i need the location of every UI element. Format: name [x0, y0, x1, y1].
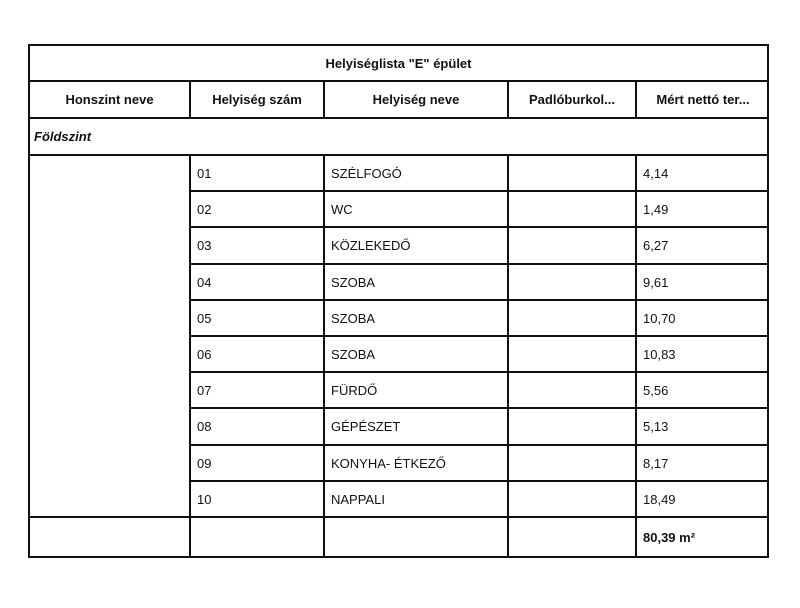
- column-divider: [323, 82, 325, 119]
- header-level-name: Honszint neve: [65, 92, 154, 107]
- net-area-cell: 6,27: [643, 238, 669, 253]
- floor-covering-cell: [509, 337, 635, 371]
- room-name-cell: NAPPALI: [331, 491, 385, 507]
- column-divider: [189, 82, 191, 119]
- table-row: [191, 192, 767, 228]
- room-name-cell: SZÉLFOGÓ: [331, 165, 402, 181]
- column-divider: [189, 156, 191, 556]
- floor-covering-cell: [509, 373, 635, 407]
- net-area-cell: 4,14: [643, 165, 669, 181]
- level-row: [30, 119, 767, 156]
- net-area-cell: 8,17: [643, 455, 669, 471]
- net-area-cell: 1,49: [643, 201, 669, 217]
- header-room-number: Helyiség szám: [212, 92, 302, 107]
- header-floor-covering: Padlóburkol...: [529, 92, 615, 107]
- room-name-cell: WC: [331, 201, 353, 217]
- floor-covering-cell: [509, 192, 635, 226]
- room-name-cell: FÜRDŐ: [331, 382, 378, 398]
- room-name-cell: SZOBA: [331, 346, 376, 362]
- room-number-cell: 04: [197, 274, 212, 290]
- column-divider: [635, 156, 637, 556]
- total-row: [30, 518, 767, 556]
- column-divider: [323, 156, 325, 556]
- floor-covering-cell: [509, 156, 635, 190]
- floor-covering-cell: [509, 265, 635, 299]
- room-name-cell: KÖZLEKEDŐ: [331, 238, 411, 253]
- room-number-cell: 02: [197, 201, 212, 217]
- table-row: [191, 446, 767, 482]
- room-list-table: [28, 44, 769, 558]
- room-number-cell: 01: [197, 165, 212, 181]
- room-number-cell: 08: [197, 419, 212, 434]
- net-area-cell: 18,49: [643, 491, 676, 507]
- net-area-cell: 9,61: [643, 274, 669, 290]
- header-net-area: Mért nettó ter...: [656, 92, 750, 107]
- table-header-row: [30, 82, 767, 119]
- room-number-cell: 05: [197, 310, 212, 326]
- table-title-row: [30, 46, 767, 82]
- room-name-cell: KONYHA- ÉTKEZŐ: [331, 455, 446, 471]
- room-number-cell: 07: [197, 382, 212, 398]
- net-area-cell: 5,56: [643, 382, 669, 398]
- room-name-cell: SZOBA: [331, 310, 376, 326]
- floor-covering-cell: [509, 482, 635, 516]
- column-divider: [635, 82, 637, 119]
- net-area-cell: 5,13: [643, 419, 669, 434]
- table-row: [191, 337, 767, 373]
- net-area-cell: 10,70: [643, 310, 676, 326]
- table-row: [191, 265, 767, 301]
- table-title: Helyiséglista "E" épület: [325, 55, 472, 71]
- floor-covering-cell: [509, 409, 635, 444]
- table-row: [191, 409, 767, 446]
- column-divider: [507, 156, 509, 556]
- table-row: [191, 156, 767, 192]
- table-row: [191, 301, 767, 337]
- header-room-name: Helyiség neve: [372, 92, 460, 107]
- floor-covering-cell: [509, 228, 635, 263]
- table-row: [191, 482, 767, 518]
- row-divider: [30, 516, 191, 518]
- room-number-cell: 09: [197, 455, 212, 471]
- level-name: Földszint: [34, 129, 92, 144]
- column-divider: [507, 82, 509, 119]
- table-row: [191, 228, 767, 265]
- floor-covering-cell: [509, 301, 635, 335]
- room-name-cell: GÉPÉSZET: [331, 419, 401, 434]
- room-number-cell: 03: [197, 238, 212, 253]
- room-number-cell: 06: [197, 346, 212, 362]
- floor-covering-cell: [509, 446, 635, 480]
- total-area: 80,39 m²: [643, 529, 696, 545]
- net-area-cell: 10,83: [643, 346, 676, 362]
- table-row: [191, 373, 767, 409]
- room-name-cell: SZOBA: [331, 274, 376, 290]
- room-number-cell: 10: [197, 491, 212, 507]
